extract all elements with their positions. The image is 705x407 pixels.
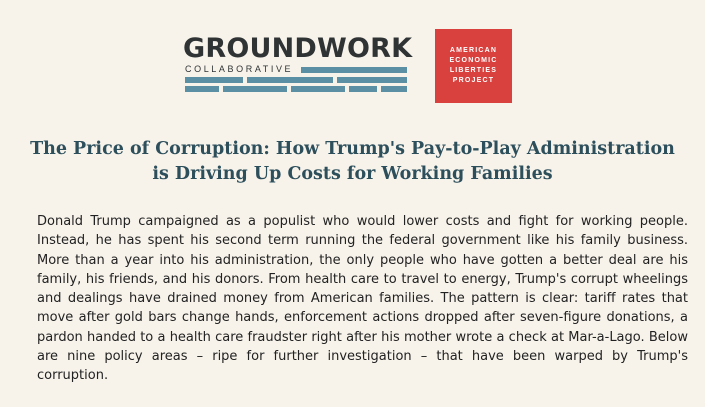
logo-brick [301, 67, 407, 73]
intro-paragraph: Donald Trump campaigned as a populist who would lower costs and fight for working people. Instead, he has spent his second term running the federal government like his family business. More than a year into his administration, the only people who have gotten a better deal are his family, his friends, and his donors. From health care to travel to energy, Trump's corrupt wheelings and dealings have drained money from American families. The pattern is clear: tariff rates that move after gold bars change hands, enforcement actions dropped after seven-figure donations, a pardon handed to a health care fraudster right after his mother wrote a check at Mar-a-Lago. Below are nine policy areas – ripe for further investigation – that have been warped by Trump's corruption. [37, 214, 688, 384]
groundwork-wordmark: GROUNDWORK [183, 33, 413, 64]
aelp-logo-line: ECONOMIC [449, 57, 498, 64]
logo-brick [291, 86, 345, 92]
header [0, 0, 705, 110]
american-economic-liberties-project-logo [435, 29, 512, 103]
logo-brick [223, 86, 287, 92]
groundwork-subtitle: COLLABORATIVE [185, 64, 294, 74]
document-title: The Price of Corruption: How Trump's Pay-to-Play Administration is Driving Up Costs for Working Families [30, 139, 675, 184]
logo-brick [381, 86, 407, 92]
aelp-logo-line: AMERICAN [449, 47, 498, 54]
logo-brick [247, 77, 333, 83]
logo-brick [337, 77, 407, 83]
logo-brick [185, 77, 243, 83]
logo-brick [185, 86, 219, 92]
aelp-logo-line: LIBERTIES [449, 67, 498, 74]
aelp-logo-line: PROJECT [452, 77, 495, 84]
groundwork-collaborative-logo [183, 33, 413, 100]
logo-brick [349, 86, 377, 92]
